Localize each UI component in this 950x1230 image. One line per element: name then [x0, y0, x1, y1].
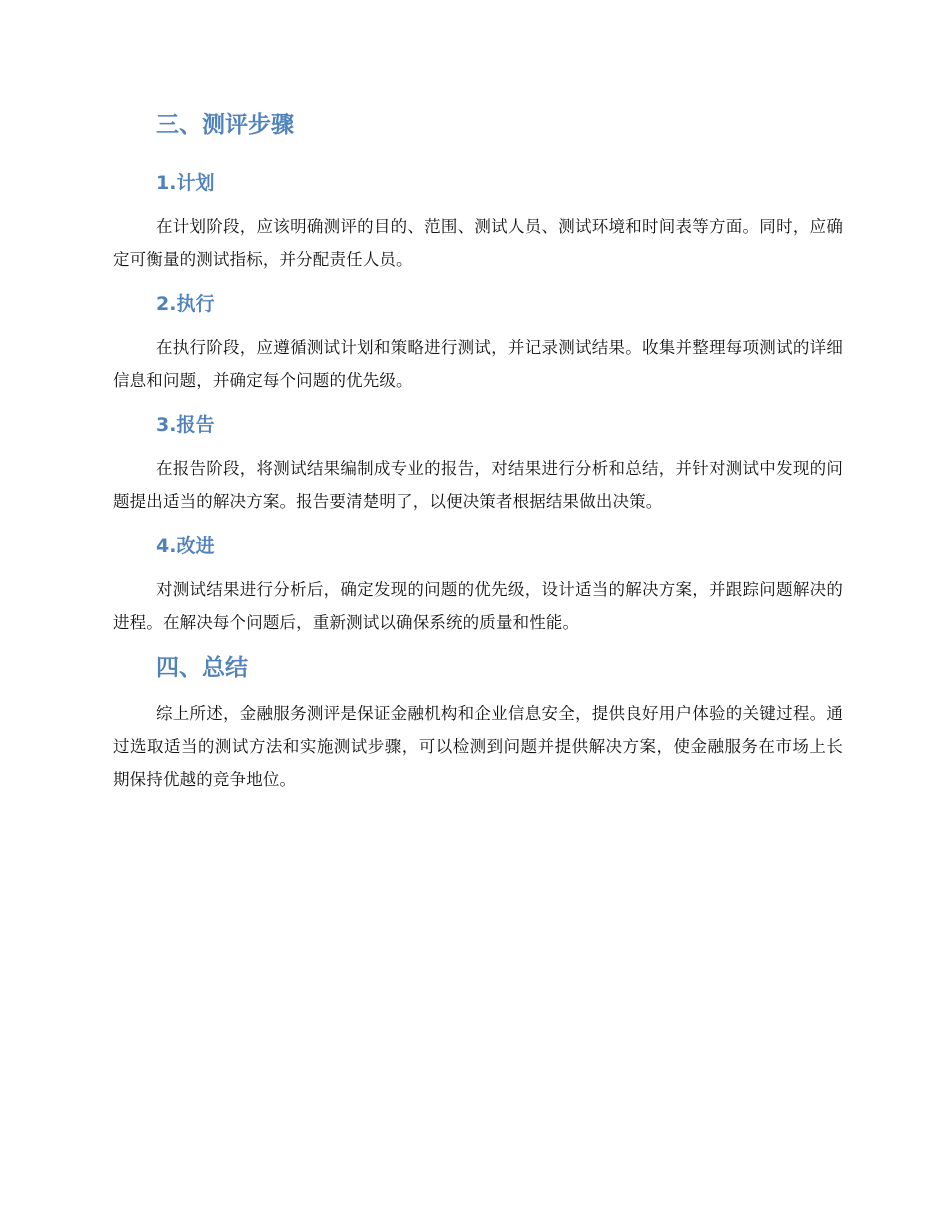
step-heading-improve: 4.改进 — [156, 535, 215, 557]
step-heading-execute: 2.执行 — [156, 293, 215, 315]
step-heading-plan: 1.计划 — [156, 172, 215, 194]
step-paragraph-plan: 在计划阶段，应该明确测评的目的、范围、测试人员、测试环境和时间表等方面。同时，应确定可衡量的测试指标，并分配责任人员。 — [113, 217, 843, 269]
step-paragraph-improve: 对测试结果进行分析后，确定发现的问题的优先级，设计适当的解决方案，并跟踪问题解决的进程。在解决每个问题后，重新测试以确保系统的质量和性能。 — [113, 580, 843, 632]
section-heading-evaluation-steps: 三、测评步骤 — [156, 112, 294, 138]
step-paragraph-execute: 在执行阶段，应遵循测试计划和策略进行测试，并记录测试结果。收集并整理每项测试的详细信息和问题，并确定每个问题的优先级。 — [113, 338, 843, 390]
step-paragraph-report: 在报告阶段，将测试结果编制成专业的报告，对结果进行分析和总结，并针对测试中发现的问题提出适当的解决方案。报告要清楚明了，以便决策者根据结果做出决策。 — [113, 459, 843, 511]
summary-paragraph: 综上所述，金融服务测评是保证金融机构和企业信息安全，提供良好用户体验的关键过程。通过选取适当的测试方法和实施测试步骤，可以检测到问题并提供解决方案，使金融服务在市场上长期保持优越的竞争地位。 — [113, 704, 843, 789]
document-content — [113, 108, 843, 796]
step-heading-report: 3.报告 — [156, 414, 215, 436]
section-heading-summary: 四、总结 — [156, 655, 248, 681]
